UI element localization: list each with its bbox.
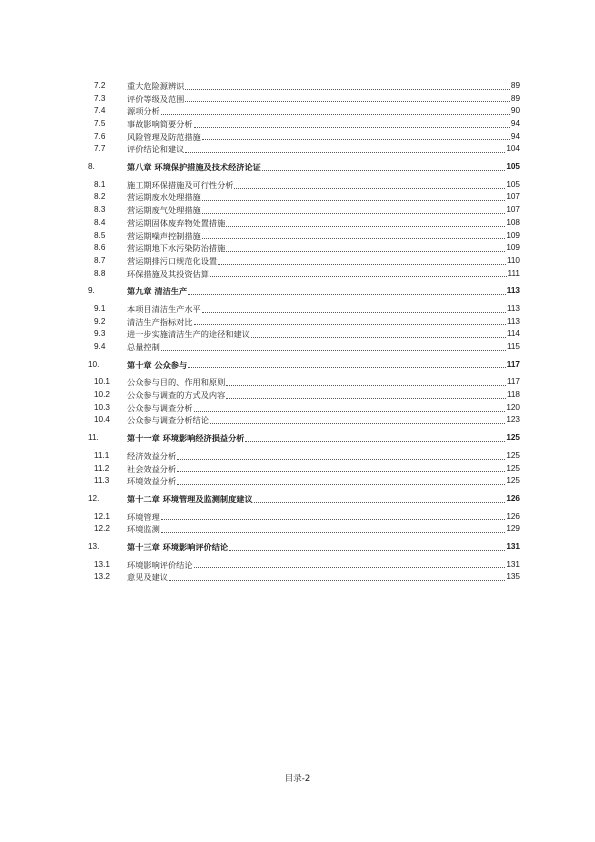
toc-entry-page-number: 114: [506, 329, 520, 339]
toc-entry-page-number: 105: [506, 162, 520, 172]
toc-dot-leader: [226, 250, 505, 252]
toc-entry-page-number: 113: [506, 286, 520, 296]
toc-entry-page-number: 113: [506, 316, 520, 326]
toc-section-entry[interactable]: [88, 475, 520, 488]
toc-entry-number: 7.6: [94, 131, 106, 141]
toc-section-entry[interactable]: [88, 143, 520, 156]
toc-chapter-entry[interactable]: [88, 285, 520, 298]
toc-entry-page-number: 105: [506, 179, 520, 189]
toc-entry-title: 意见及建议: [127, 572, 168, 583]
table-of-contents: [88, 80, 520, 584]
toc-dot-leader: [188, 366, 506, 368]
toc-entry-number: 8.: [88, 162, 95, 172]
toc-entry-number: 9.3: [94, 329, 106, 339]
toc-dot-leader: [226, 384, 506, 386]
toc-dot-leader: [210, 275, 507, 277]
toc-entry-number: 7.4: [94, 106, 106, 116]
toc-section-entry[interactable]: [88, 559, 520, 572]
toc-chapter-entry[interactable]: [88, 359, 520, 372]
toc-section-entry[interactable]: [88, 118, 520, 131]
toc-section-entry[interactable]: [88, 105, 520, 118]
toc-entry-number: 13.: [88, 541, 100, 551]
toc-entry-page-number: 125: [506, 450, 520, 460]
toc-entry-page-number: 126: [506, 493, 520, 503]
toc-entry-title: 第十二章 环境管理及监测制度建议: [127, 493, 253, 504]
toc-dot-leader: [194, 566, 506, 568]
toc-chapter-entry[interactable]: [88, 541, 520, 554]
toc-section-entry[interactable]: [88, 204, 520, 217]
toc-chapter-entry[interactable]: [88, 432, 520, 445]
toc-dot-leader: [254, 501, 506, 503]
toc-dot-leader: [202, 311, 506, 313]
toc-entry-page-number: 107: [506, 192, 520, 202]
toc-entry-title: 社会效益分析: [127, 463, 177, 474]
toc-section-entry[interactable]: [88, 268, 520, 281]
toc-dot-leader: [161, 113, 510, 115]
toc-entry-page-number: 104: [506, 144, 520, 154]
toc-entry-title: 第十三章 环境影响评价结论: [127, 541, 229, 552]
toc-entry-title: 公众参与调查分析结论: [127, 415, 209, 426]
toc-section-entry[interactable]: [88, 179, 520, 192]
toc-dot-leader: [185, 100, 510, 102]
toc-dot-leader: [194, 410, 506, 412]
toc-entry-page-number: 125: [506, 476, 520, 486]
toc-entry-number: 9.: [88, 286, 95, 296]
toc-section-entry[interactable]: [88, 415, 520, 428]
toc-entry-number: 8.3: [94, 205, 106, 215]
toc-dot-leader: [226, 225, 505, 227]
toc-section-entry[interactable]: [88, 230, 520, 243]
toc-entry-title: 营运期排污口规范化设置: [127, 255, 218, 266]
toc-section-entry[interactable]: [88, 328, 520, 341]
toc-section-entry[interactable]: [88, 571, 520, 584]
toc-entry-number: 11.3: [94, 476, 110, 486]
toc-entry-title: 施工期环保措施及可行性分析: [127, 179, 234, 190]
toc-entry-page-number: 118: [506, 390, 520, 400]
toc-entry-number: 7.2: [94, 80, 106, 90]
toc-entry-number: 8.5: [94, 230, 106, 240]
toc-entry-title: 环保措施及其投资估算: [127, 268, 209, 279]
toc-section-entry[interactable]: [88, 341, 520, 354]
toc-entry-title: 第八章 环境保护措施及技术经济论证: [127, 162, 261, 173]
toc-entry-title: 公众参与调查的方式及内容: [127, 390, 226, 401]
toc-entry-page-number: 89: [510, 80, 520, 90]
toc-dot-leader: [234, 187, 505, 189]
toc-entry-page-number: 89: [510, 93, 520, 103]
toc-entry-title: 营运期噪声控制措施: [127, 230, 201, 241]
toc-entry-page-number: 115: [506, 342, 520, 352]
toc-entry-number: 8.2: [94, 192, 106, 202]
toc-entry-title: 事故影响简要分析: [127, 119, 193, 130]
toc-section-entry[interactable]: [88, 217, 520, 230]
toc-dot-leader: [210, 422, 505, 424]
toc-entry-title: 进一步实施清洁生产的途径和建议: [127, 329, 250, 340]
toc-entry-page-number: 94: [510, 119, 520, 129]
toc-entry-title: 公众参与调查分析: [127, 402, 193, 413]
toc-entry-number: 10.4: [94, 415, 110, 425]
toc-entry-title: 总量控制: [127, 342, 160, 353]
toc-section-entry[interactable]: [88, 131, 520, 144]
toc-entry-page-number: 117: [506, 359, 520, 369]
toc-entry-title: 本项目清洁生产水平: [127, 303, 201, 314]
toc-entry-number: 11.1: [94, 450, 110, 460]
toc-entry-title: 风险管理及防范措施: [127, 131, 201, 142]
toc-entry-number: 11.: [88, 433, 99, 443]
toc-entry-number: 12.2: [94, 524, 110, 534]
toc-entry-page-number: 120: [506, 402, 520, 412]
toc-entry-page-number: 108: [506, 217, 520, 227]
toc-entry-page-number: 107: [506, 205, 520, 215]
toc-entry-page-number: 111: [507, 268, 520, 278]
toc-entry-title: 公众参与目的、作用和原则: [127, 377, 226, 388]
toc-dot-leader: [185, 151, 505, 153]
toc-dot-leader: [177, 470, 505, 472]
toc-entry-title: 评价结论和建议: [127, 144, 185, 155]
toc-dot-leader: [161, 349, 506, 351]
toc-entry-page-number: 131: [506, 541, 520, 551]
toc-entry-page-number: 109: [506, 230, 520, 240]
toc-section-entry[interactable]: [88, 402, 520, 415]
toc-entry-number: 13.1: [94, 559, 110, 569]
toc-entry-title: 环境影响评价结论: [127, 559, 193, 570]
toc-entry-title: 评价等级及范围: [127, 93, 185, 104]
toc-dot-leader: [161, 531, 506, 533]
toc-entry-number: 11.2: [94, 463, 110, 473]
toc-section-entry[interactable]: [88, 511, 520, 524]
toc-entry-number: 12.1: [94, 511, 110, 521]
toc-entry-title: 经济效益分析: [127, 450, 177, 461]
toc-dot-leader: [169, 579, 505, 581]
toc-dot-leader: [177, 458, 505, 460]
page-footer: 目录-2: [284, 774, 311, 784]
toc-dot-leader: [262, 169, 505, 171]
toc-entry-title: 第九章 清洁生产: [127, 286, 188, 297]
toc-section-entry[interactable]: [88, 242, 520, 255]
toc-section-entry[interactable]: [88, 80, 520, 93]
toc-section-entry[interactable]: [88, 450, 520, 463]
toc-entry-title: 源项分析: [127, 106, 160, 117]
toc-dot-leader: [161, 518, 506, 520]
toc-entry-title: 第十一章 环境影响经济损益分析: [127, 433, 245, 444]
toc-entry-page-number: 135: [506, 572, 520, 582]
toc-entry-number: 7.7: [94, 144, 106, 154]
toc-section-entry[interactable]: [88, 316, 520, 329]
toc-dot-leader: [202, 138, 510, 140]
toc-section-entry[interactable]: [88, 463, 520, 476]
toc-entry-number: 10.1: [94, 377, 110, 387]
toc-dot-leader: [226, 397, 506, 399]
toc-entry-number: 8.6: [94, 243, 106, 253]
toc-dot-leader: [177, 483, 505, 485]
toc-entry-number: 9.2: [94, 316, 106, 326]
toc-entry-page-number: 90: [510, 106, 520, 116]
toc-dot-leader: [202, 237, 506, 239]
toc-dot-leader: [202, 199, 506, 201]
toc-dot-leader: [194, 323, 506, 325]
toc-entry-page-number: 126: [506, 511, 520, 521]
toc-dot-leader: [194, 126, 510, 128]
toc-entry-title: 营运期固体废弃物处置措施: [127, 217, 226, 228]
toc-entry-number: 10.2: [94, 390, 110, 400]
toc-dot-leader: [202, 212, 506, 214]
toc-dot-leader: [245, 440, 505, 442]
toc-entry-number: 8.4: [94, 217, 106, 227]
toc-entry-number: 10.: [88, 359, 100, 369]
toc-entry-title: 环境管理: [127, 511, 160, 522]
toc-entry-page-number: 123: [506, 415, 520, 425]
toc-entry-number: 7.5: [94, 119, 106, 129]
toc-dot-leader: [185, 88, 510, 90]
toc-entry-title: 营运期废气处理措施: [127, 205, 201, 216]
toc-entry-title: 重大危险源辨识: [127, 80, 185, 91]
toc-entry-title: 营运期地下水污染防治措施: [127, 243, 226, 254]
toc-chapter-entry[interactable]: [88, 161, 520, 174]
toc-entry-page-number: 113: [506, 303, 520, 313]
toc-entry-page-number: 125: [506, 433, 520, 443]
toc-entry-title: 环境效益分析: [127, 476, 177, 487]
toc-entry-title: 第十章 公众参与: [127, 359, 188, 370]
toc-entry-page-number: 109: [506, 243, 520, 253]
toc-entry-title: 清洁生产指标对比: [127, 316, 193, 327]
toc-entry-page-number: 131: [506, 559, 520, 569]
toc-dot-leader: [229, 549, 505, 551]
toc-chapter-entry[interactable]: [88, 493, 520, 506]
toc-entry-page-number: 94: [510, 131, 520, 141]
toc-entry-number: 7.3: [94, 93, 106, 103]
toc-section-entry[interactable]: [88, 192, 520, 205]
toc-entry-number: 8.1: [94, 179, 106, 189]
toc-dot-leader: [218, 263, 506, 265]
toc-section-entry[interactable]: [88, 93, 520, 106]
toc-section-entry[interactable]: [88, 389, 520, 402]
toc-entry-number: 10.3: [94, 402, 110, 412]
toc-section-entry[interactable]: [88, 376, 520, 389]
toc-entry-page-number: 125: [506, 463, 520, 473]
toc-section-entry[interactable]: [88, 523, 520, 536]
toc-entry-number: 9.4: [94, 342, 106, 352]
toc-entry-page-number: 110: [506, 255, 520, 265]
toc-entry-page-number: 129: [506, 524, 520, 534]
toc-entry-number: 13.2: [94, 572, 110, 582]
toc-entry-number: 12.: [88, 493, 100, 503]
toc-entry-title: 环境监测: [127, 524, 160, 535]
toc-dot-leader: [188, 293, 506, 295]
toc-entry-number: 8.8: [94, 268, 106, 278]
toc-entry-number: 8.7: [94, 255, 106, 265]
toc-entry-number: 9.1: [94, 303, 106, 313]
toc-entry-title: 营运期废水处理措施: [127, 192, 201, 203]
toc-dot-leader: [251, 336, 506, 338]
toc-entry-page-number: 117: [506, 377, 520, 387]
toc-section-entry[interactable]: [88, 255, 520, 268]
toc-section-entry[interactable]: [88, 303, 520, 316]
